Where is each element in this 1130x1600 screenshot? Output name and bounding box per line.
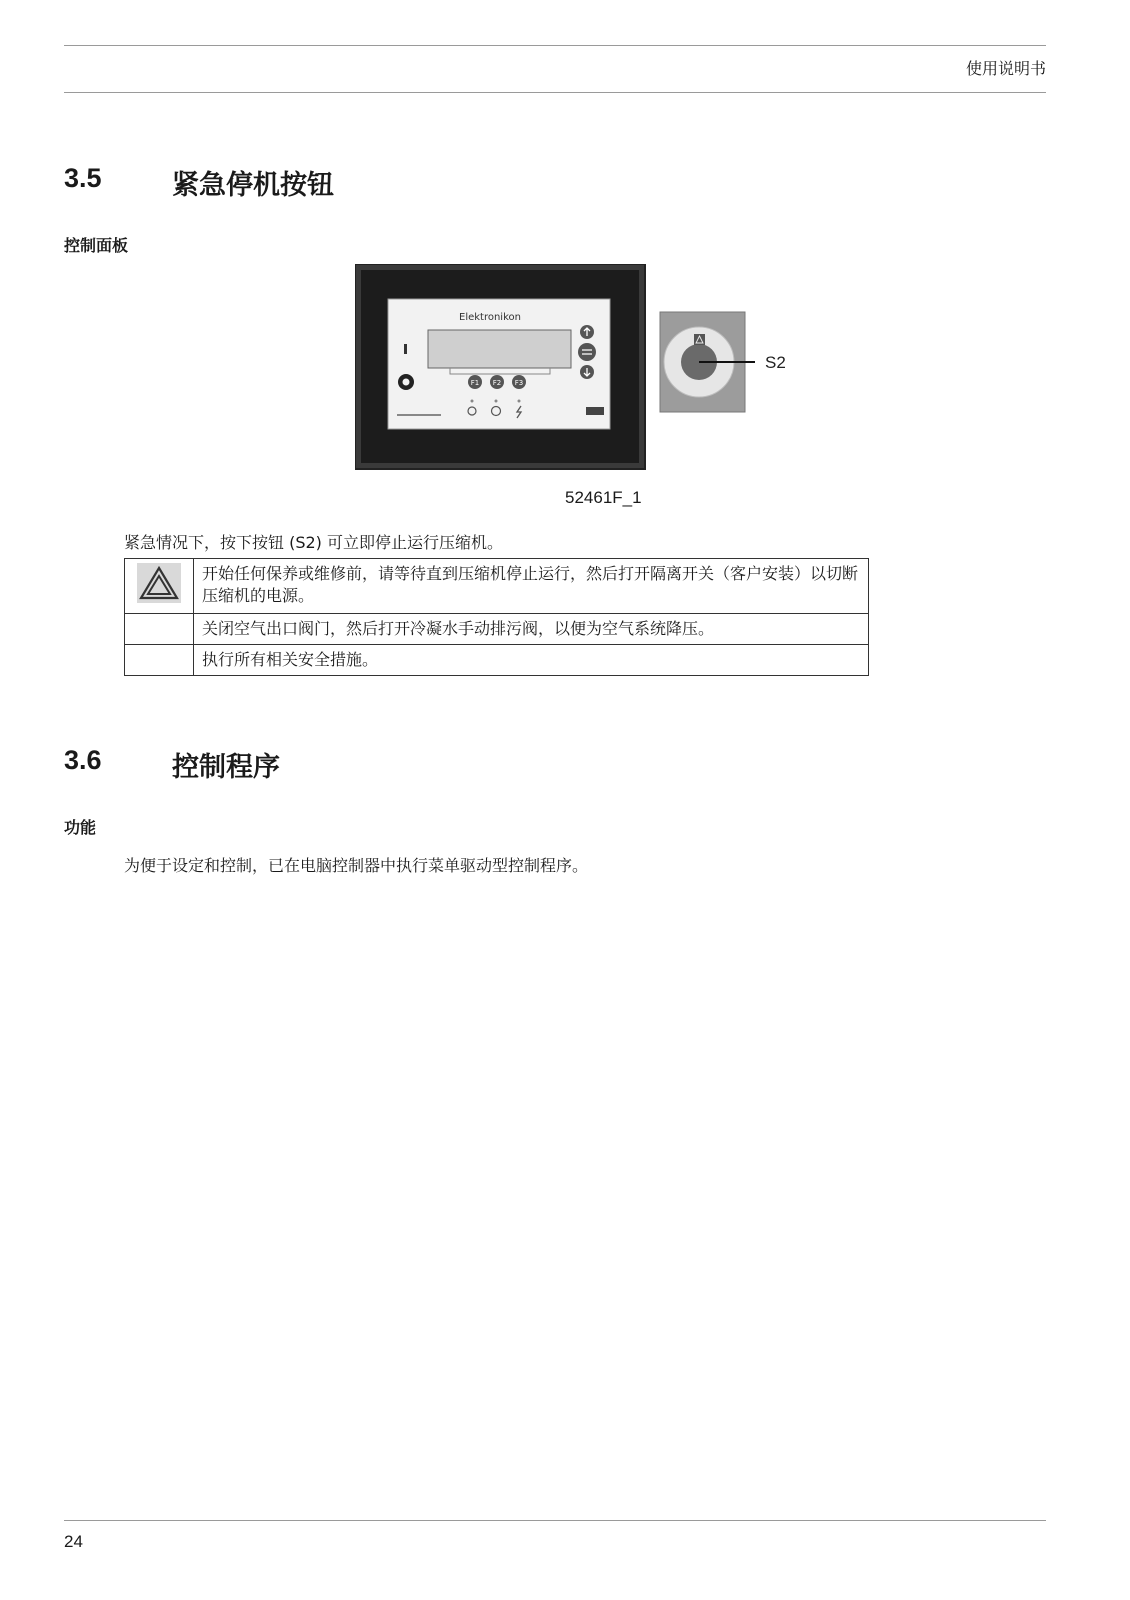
f1-label: F1 — [470, 379, 480, 387]
warning-row — [125, 645, 869, 676]
warning-row — [125, 559, 869, 614]
f-buttons — [468, 375, 526, 389]
doc-title: 使用说明书 — [965, 59, 1046, 78]
control-program-paragraph: 为便于设定和控制，已在电脑控制器中执行菜单驱动型控制程序。 — [124, 856, 589, 875]
panel-brand: Elektronikon — [459, 312, 521, 323]
warning-triangle-icon — [137, 563, 181, 603]
section-number: 3.6 — [64, 745, 102, 775]
warning-text: 开始任何保养或维修前，请等待直到压缩机停止运行，然后打开隔离开关（客户安装）以切断压缩机的电源。 — [194, 559, 869, 614]
footer-rule — [64, 1520, 1046, 1521]
subheading: 功能 — [64, 818, 97, 837]
page-number: 24 — [64, 1532, 83, 1551]
warning-text: 执行所有相关安全措施。 — [194, 645, 869, 676]
warning-text: 关闭空气出口阀门，然后打开冷凝水手动排污阀，以便为空气系统降压。 — [194, 614, 869, 645]
control-panel-figure — [355, 264, 815, 514]
header-rule-bottom — [64, 92, 1046, 93]
s2-callout: S2 — [765, 353, 786, 372]
f2-label: F2 — [492, 379, 502, 387]
header-rule-top — [64, 45, 1046, 46]
warning-icon-cell-empty — [125, 614, 194, 645]
figure-caption: 52461F_1 — [565, 488, 642, 507]
warning-table — [124, 558, 869, 676]
section-number: 3.5 — [64, 163, 102, 193]
emergency-stop-paragraph: 紧急情况下，按下按钮 (S2) 可立即停止运行压缩机。 — [124, 533, 503, 552]
subheading: 控制面板 — [64, 236, 129, 255]
f3-label: F3 — [514, 379, 524, 387]
warning-icon-cell — [125, 559, 194, 614]
section-title: 控制程序 — [172, 752, 280, 783]
warning-row — [125, 614, 869, 645]
section-title: 紧急停机按钮 — [172, 170, 334, 201]
warning-icon-cell-empty — [125, 645, 194, 676]
control-panel-illustration — [355, 264, 815, 514]
